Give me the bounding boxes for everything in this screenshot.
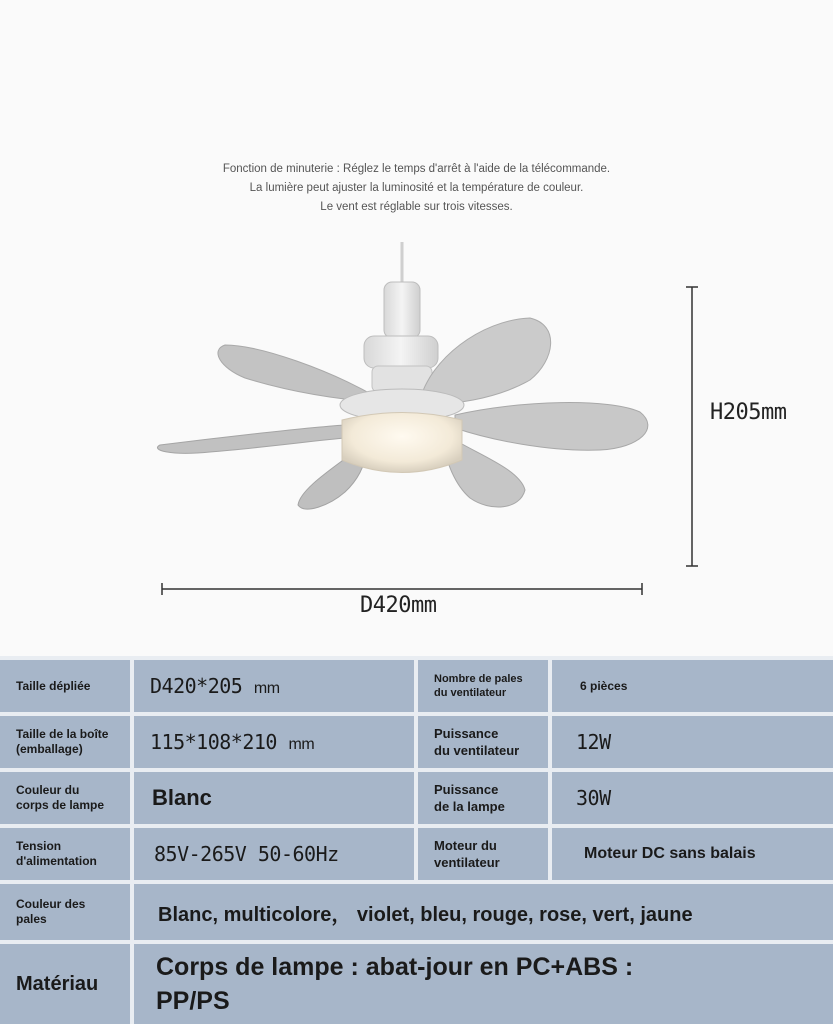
spec-value-materiau bbox=[134, 944, 833, 1024]
fan-blade bbox=[455, 403, 648, 451]
spec-label-materiau: Matériau bbox=[0, 944, 130, 1024]
spec-label-taille-boite bbox=[0, 716, 130, 768]
caption-line-1: Fonction de minuterie : Réglez le temps d'arrêt à l'aide de la télécommande. bbox=[222, 163, 611, 175]
taille-boite-value: 115*108*210 bbox=[150, 730, 277, 754]
taille-boite-label-1: Taille de la boîte bbox=[16, 727, 109, 741]
spec-value-taille-boite bbox=[134, 716, 414, 768]
nombre-pales-label-1: Nombre de pales bbox=[434, 673, 523, 685]
moteur-label-1: Moteur du bbox=[434, 838, 497, 853]
height-label: H205mm bbox=[710, 400, 787, 425]
caption-line-2: La lumière peut ajuster la luminosité et la température de couleur. bbox=[249, 182, 584, 194]
tension-label-1: Tension bbox=[16, 839, 62, 853]
tension-label-2: d'alimentation bbox=[16, 854, 97, 868]
couleur-pales-label-2: pales bbox=[16, 912, 47, 926]
couleur-corps-label-1: Couleur du bbox=[16, 783, 80, 797]
fan-blade bbox=[218, 345, 378, 402]
puissance-ventilateur-label-1: Puissance bbox=[434, 726, 499, 741]
spec-label-puissance-ventilateur bbox=[418, 716, 548, 768]
spec-label-couleur-corps bbox=[0, 772, 130, 824]
spec-value-tension: 85V-265V 50-60Hz bbox=[134, 828, 414, 880]
diameter-label: D420mm bbox=[360, 593, 437, 618]
couleur-pales-label-1: Couleur des bbox=[16, 897, 86, 911]
nombre-pales-label-2: du ventilateur bbox=[434, 687, 507, 699]
materiau-value-2: PP/PS bbox=[156, 987, 230, 1015]
fan-blade bbox=[157, 425, 345, 453]
caption-line-3: Le vent est réglable sur trois vitesses. bbox=[320, 201, 513, 213]
led-light bbox=[342, 413, 462, 473]
socket bbox=[384, 282, 420, 338]
spec-label-tension bbox=[0, 828, 130, 880]
spec-value-puissance-ventilateur: 12W bbox=[552, 716, 833, 768]
spec-value-nombre-pales: 6 pièces bbox=[552, 660, 833, 712]
spec-label-nombre-pales bbox=[418, 660, 548, 712]
puissance-lampe-label-1: Puissance bbox=[434, 782, 499, 797]
puissance-ventilateur-label-2: du ventilateur bbox=[434, 743, 520, 758]
puissance-lampe-label-2: de la lampe bbox=[434, 799, 505, 814]
spec-table bbox=[0, 656, 833, 1024]
motor-base bbox=[372, 366, 432, 392]
couleur-corps-label-2: corps de lampe bbox=[16, 798, 105, 812]
taille-boite-label-2: (emballage) bbox=[16, 742, 83, 756]
spec-label-puissance-lampe bbox=[418, 772, 548, 824]
spec-value-couleur-pales: Blanc, multicolore， violet, bleu, rouge, rose, vert, jaune bbox=[134, 884, 833, 940]
spec-label-moteur bbox=[418, 828, 548, 880]
motor-neck bbox=[364, 336, 438, 368]
spec-value-taille-depliee bbox=[134, 660, 414, 712]
taille-boite-unit: mm bbox=[288, 736, 315, 753]
taille-depliee-value: D420*205 bbox=[150, 674, 243, 698]
spec-label-couleur-pales bbox=[0, 884, 130, 940]
taille-depliee-unit: mm bbox=[253, 680, 280, 697]
spec-label-taille-depliee: Taille dépliée bbox=[0, 660, 130, 712]
moteur-label-2: ventilateur bbox=[434, 855, 500, 870]
spec-value-puissance-lampe: 30W bbox=[552, 772, 833, 824]
spec-value-couleur-corps: Blanc bbox=[134, 772, 414, 824]
spec-value-moteur: Moteur DC sans balais bbox=[552, 828, 833, 880]
materiau-value-1: Corps de lampe : abat-jour en PC+ABS : bbox=[156, 953, 634, 981]
